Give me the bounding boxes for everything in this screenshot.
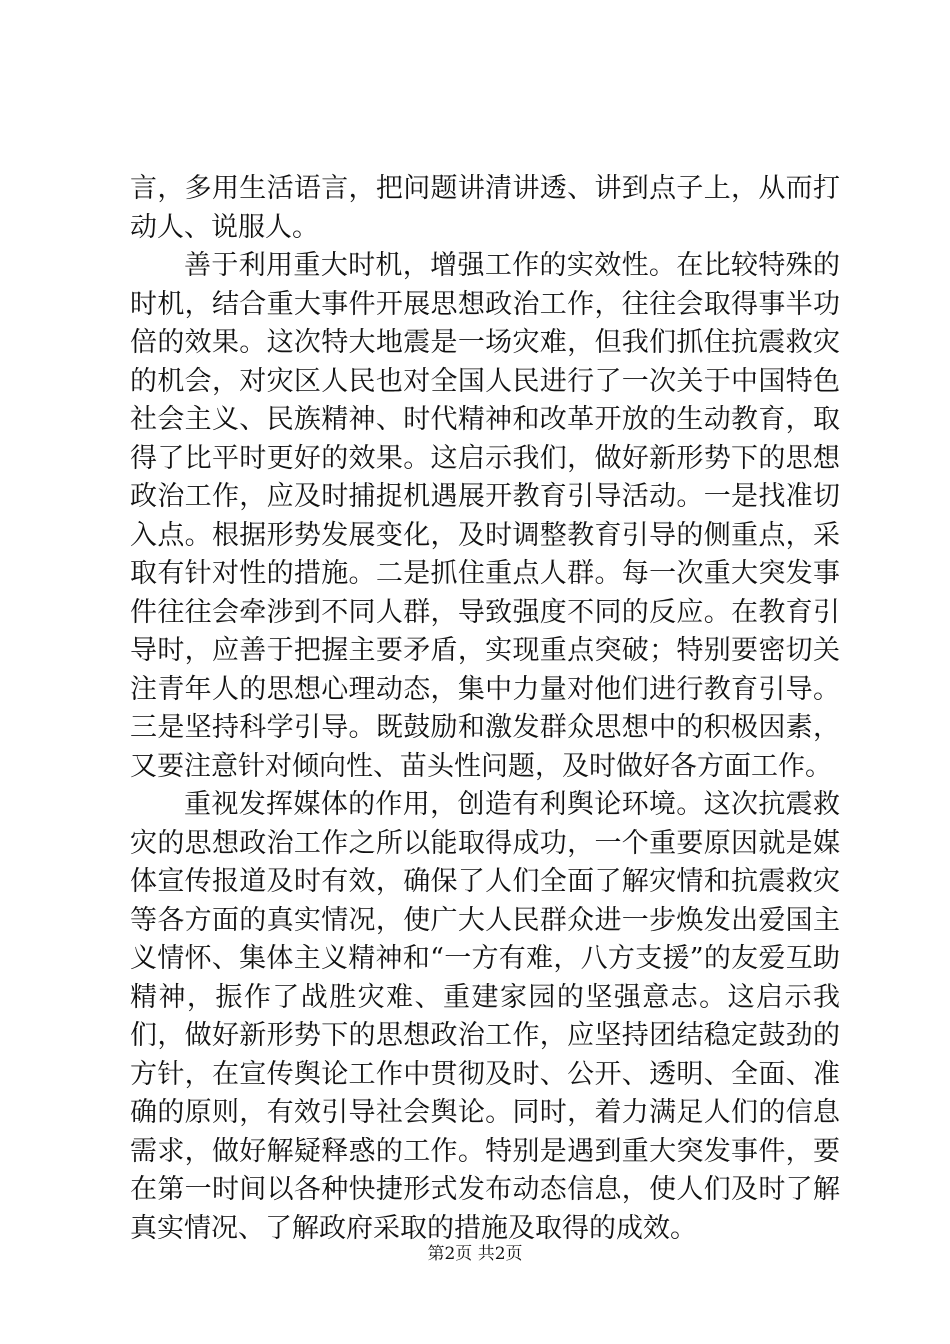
page-footer: 第2页 共2页	[427, 1244, 523, 1264]
document-body	[130, 170, 840, 1248]
paragraph-media: 重视发挥媒体的作用，创造有利舆论环境。这次抗震救灾的思想政治工作之所以能取得成功，一个重要原因就是媒体宣传报道及时有效，确保了人们全面了解灾情和抗震救灾等各方面的真实情况，使广大人民群众进一步焕发出爱国主义情怀、集体主义精神和“一方有难，八方支援”的友爱互助精神，振作了战胜灾难、重建家园的坚强意志。这启示我们，做好新形势下的思想政治工作，应坚持团结稳定鼓劲的方针，在宣传舆论工作中贯彻及时、公开、透明、全面、准确的原则，有效引导社会舆论。同时，着力满足人们的信息需求，做好解疑释惑的工作。特别是遇到重大突发事件，要在第一时间以各种快捷形式发布动态信息，使人们及时了解真实情况、了解政府采取的措施及取得的成效。	[130, 789, 840, 1244]
paragraph-continuation: 言，多用生活语言，把问题讲清讲透、讲到点子上，从而打动人、说服人。	[130, 173, 840, 243]
paragraph-timing: 善于利用重大时机，增强工作的实效性。在比较特殊的时机，结合重大事件开展思想政治工作，往往会取得事半功倍的效果。这次特大地震是一场灾难，但我们抓住抗震救灾的机会，对灾区人民也对全国人民进行了一次关于中国特色社会主义、民族精神、时代精神和改革开放的生动教育，取得了比平时更好的效果。这启示我们，做好新形势下的思想政治工作，应及时捕捉机遇展开教育引导活动。一是找准切入点。根据形势发展变化，及时调整教育引导的侧重点，采取有针对性的措施。二是抓住重点人群。每一次重大突发事件往往会牵涉到不同人群，导致强度不同的反应。在教育引导时，应善于把握主要矛盾，实现重点突破；特别要密切关注青年人的思想心理动态，集中力量对他们进行教育引导。三是坚持科学引导。既鼓励和激发群众思想中的积极因素，又要注意针对倾向性、苗头性问题，及时做好各方面工作。	[130, 250, 840, 782]
